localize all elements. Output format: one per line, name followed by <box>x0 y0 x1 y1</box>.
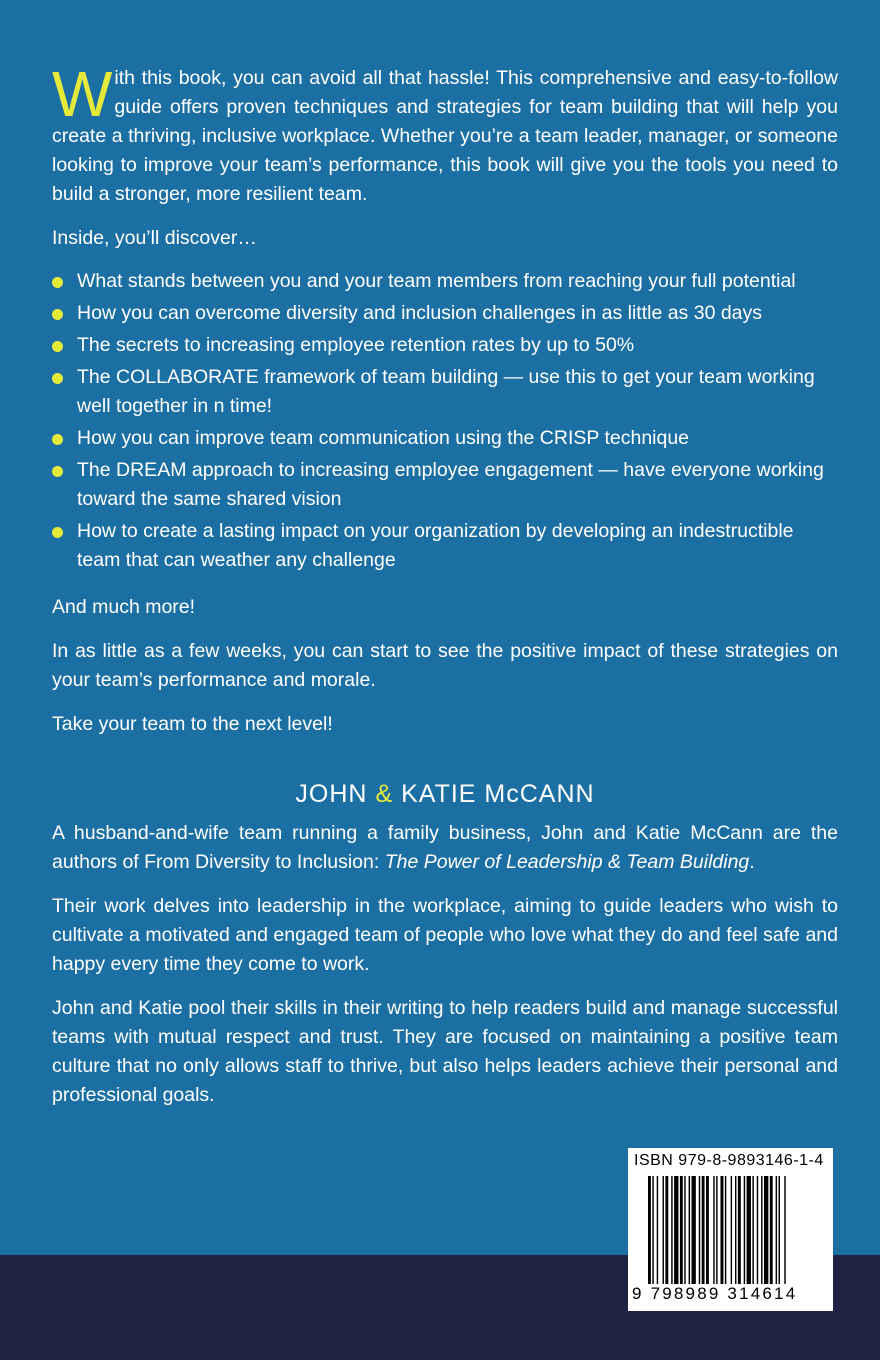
bullet-dot-icon <box>52 434 63 445</box>
bullet-dot-icon <box>52 309 63 320</box>
bullet-item <box>52 331 838 360</box>
author-first: JOHN <box>295 780 368 808</box>
discover-heading: Inside, you’ll discover… <box>52 227 257 249</box>
intro-paragraph <box>52 58 838 209</box>
isbn-barcode <box>628 1148 833 1311</box>
back-cover-content <box>52 58 838 1110</box>
bullet-dot-icon <box>52 277 63 288</box>
bullet-text: How you can overcome diversity and inclusion challenges in as little as 30 days <box>77 302 763 324</box>
bullet-text: What stands between you and your team members from reaching your full potential <box>77 270 796 292</box>
bullet-text: The COLLABORATE framework of team building — use this to get your team working well together in n time! <box>77 366 815 417</box>
drop-cap: W <box>52 58 113 130</box>
bio-paragraph-1 <box>52 819 838 877</box>
bio-paragraph-3: John and Katie pool their skills in their writing to help readers build and manage successful teams with mutual respect and trust. They are focused on maintaining a positive team culture that no only allows staff to thrive, but also helps leaders achieve their personal and professional goals. <box>52 997 838 1106</box>
bullet-item <box>52 517 838 575</box>
much-more-text: And much more! <box>52 596 196 618</box>
bullet-item <box>52 363 838 421</box>
bullet-list <box>52 267 838 575</box>
bullet-dot-icon <box>52 373 63 384</box>
author-second: KATIE McCANN <box>401 780 595 808</box>
bullet-dot-icon <box>52 341 63 352</box>
bullet-text: How you can improve team communication using the CRISP technique <box>77 427 690 449</box>
barcode-icon <box>648 1176 826 1284</box>
bullet-text: The secrets to increasing employee retention rates by up to 50% <box>77 334 635 356</box>
bullet-text: The DREAM approach to increasing employee engagement — have everyone working toward the same shared vision <box>77 459 824 510</box>
author-names <box>52 777 838 811</box>
weeks-paragraph: In as little as a few weeks, you can start to see the positive impact of these strategies on your team’s performance and morale. <box>52 640 838 691</box>
ampersand: & <box>375 780 394 808</box>
bio-paragraph-2: Their work delves into leadership in the workplace, aiming to guide leaders who wish to cultivate a motivated and engaged team of people who love what they do and feel safe and happy every time they come to work. <box>52 895 838 975</box>
isbn-label: ISBN 979-8-9893146-1-4 <box>634 1152 824 1169</box>
bullet-item <box>52 299 838 328</box>
barcode-digits: 9 798989 314614 <box>632 1284 798 1303</box>
book-title: The Power of Leadership & Team Building <box>384 851 750 873</box>
bullet-dot-icon <box>52 466 63 477</box>
bio1-start: A husband-and-wife team running a family business, John and Katie McCann are the authors of From Diversity to Inclusion: <box>52 822 838 873</box>
call-to-action: Take your team to the next level! <box>52 713 333 735</box>
bullet-item <box>52 267 838 296</box>
bullet-item <box>52 424 838 453</box>
bullet-dot-icon <box>52 527 63 538</box>
bullet-item <box>52 456 838 514</box>
intro-text: ith this book, you can avoid all that hassle! This comprehensive and easy-to-follow guide offers proven techniques and strategies for team building that will help you create a thriving, inclusive workplace. Whether you’re a team leader, manager, or someone looking to improve your team’s performance, this book will give you the tools you need to build a stronger, more resilient team. <box>52 67 838 205</box>
bio1-end: . <box>749 851 755 873</box>
bullet-text: How to create a lasting impact on your organization by developing an indestructible team that can weather any challenge <box>77 520 794 571</box>
